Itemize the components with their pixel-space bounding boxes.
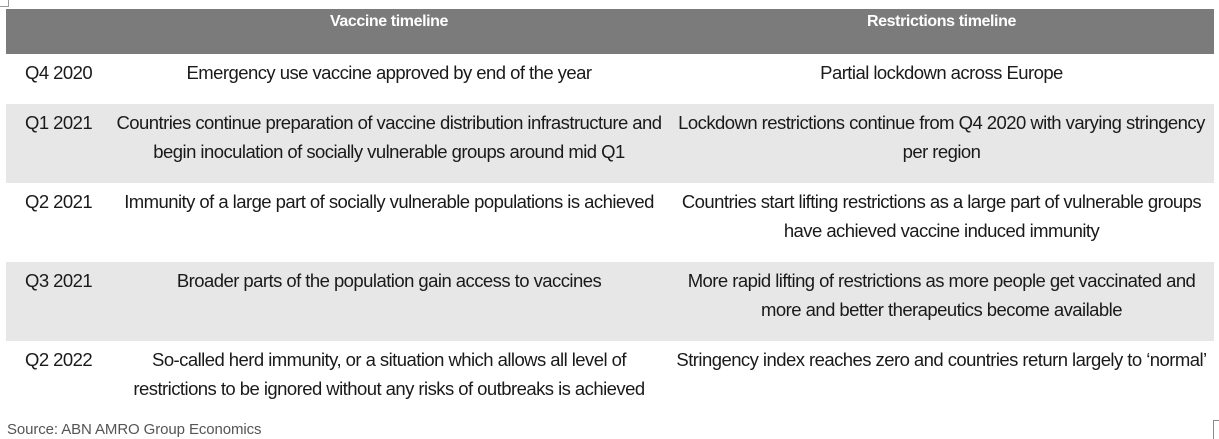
quarter-cell: Q2 2022 [25,349,93,370]
restrictions-cell: More rapid lifting of restrictions as more people get vaccinated and more and better therapeutics become available [687,270,1196,320]
restrictions-cell: Lockdown restrictions continue from Q4 2020 with varying stringency per region [678,112,1205,162]
table-row [6,262,1214,341]
restrictions-cell: Partial lockdown across Europe [820,62,1063,83]
vaccine-cell: So-called herd immunity, or a situation which allows all level of restrictions to be ignored without any risks of outbreaks is achieved [133,349,645,399]
quarter-cell: Q4 2020 [25,62,93,83]
header-vaccine-timeline: Vaccine timeline [329,13,449,30]
quarter-cell: Q3 2021 [25,270,93,291]
restrictions-cell: Stringency index reaches zero and countries return largely to ‘normal’ [676,349,1207,370]
corner-crop-mark [1213,420,1219,439]
timeline-table [6,9,1214,411]
table-header-row [6,9,1214,54]
table-row [6,54,1214,104]
vaccine-cell: Immunity of a large part of socially vulnerable populations is achieved [124,191,654,212]
restrictions-cell: Countries start lifting restrictions as a large part of vulnerable groups have achieved vaccine induced immunity [681,191,1202,241]
quarter-cell: Q2 2021 [25,191,93,212]
vaccine-cell: Countries continue preparation of vaccine distribution infrastructure and begin inoculation of socially vulnerable groups around mid Q1 [116,112,662,162]
vaccine-cell: Emergency use vaccine approved by end of the year [186,62,592,83]
source-note: Source: ABN AMRO Group Economics [7,421,262,438]
header-quarter [6,9,109,54]
table-row [6,341,1214,411]
vaccine-cell: Broader parts of the population gain access to vaccines [176,270,602,291]
header-restrictions-timeline: Restrictions timeline [867,13,1016,30]
corner-crop-mark [0,0,9,7]
table-row [6,104,1214,183]
quarter-cell: Q1 2021 [25,112,93,133]
table-row [6,183,1214,262]
